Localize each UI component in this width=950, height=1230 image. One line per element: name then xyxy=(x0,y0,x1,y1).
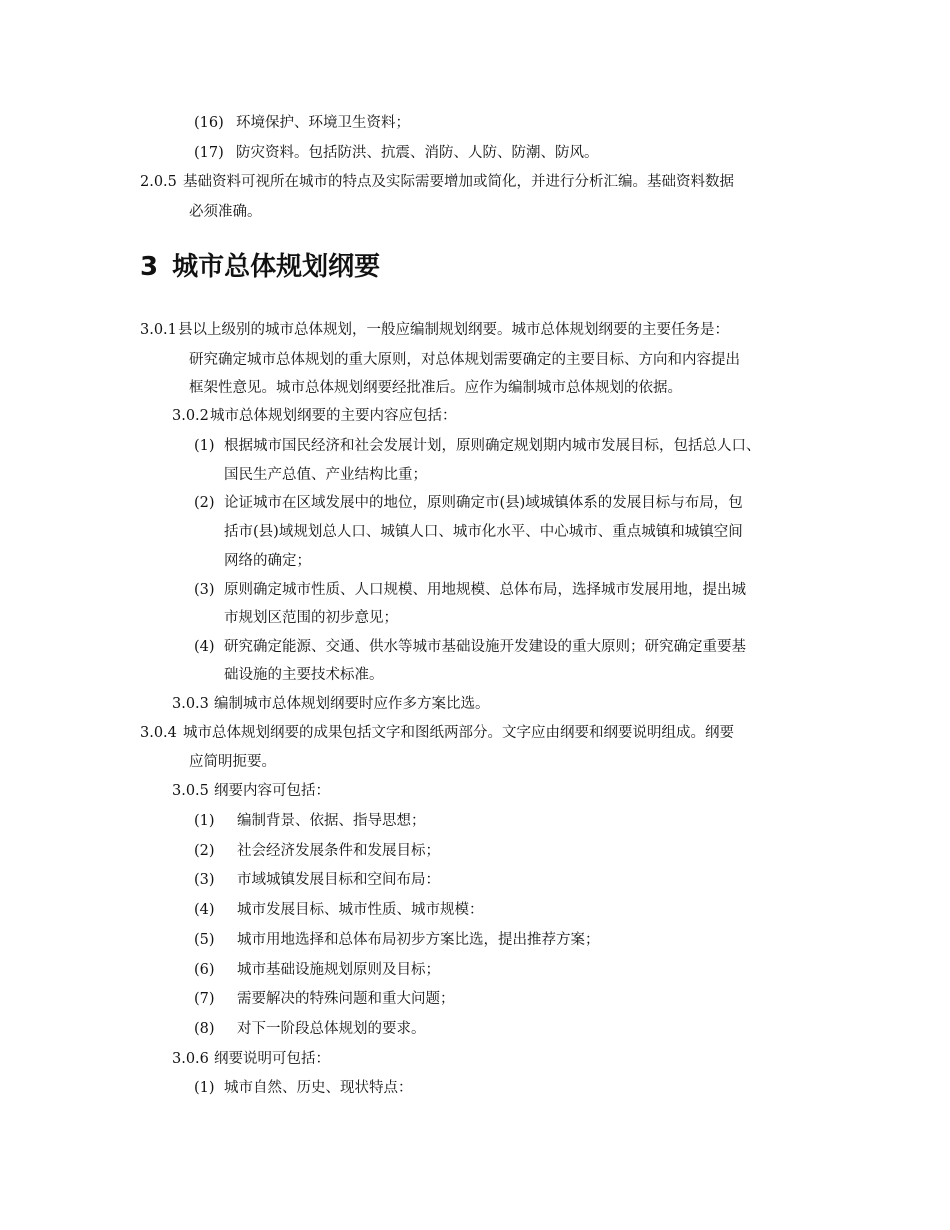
clause-number: 3.0.5 xyxy=(172,783,209,799)
list-item xyxy=(194,930,600,950)
item-text: 原则确定城市性质、人口规模、用地规模、总体布局，选择城市发展用地，提出城 xyxy=(224,582,746,598)
item-text: 市域城镇发展目标和空间布局： xyxy=(237,872,440,888)
item-number: (4) xyxy=(194,902,215,918)
item-number: (3) xyxy=(194,582,215,598)
item-text: 社会经济发展条件和发展目标； xyxy=(237,843,440,859)
item-text: 根据城市国民经济和社会发展计划，原则确定规划期内城市发展目标，包括总人口、 xyxy=(224,438,761,454)
clause-continuation: 必须准确。 xyxy=(189,204,262,220)
clause-number: 3.0.1 xyxy=(140,322,177,338)
item-continuation: 础设施的主要技术标准。 xyxy=(224,667,384,683)
item-number: (4) xyxy=(194,639,215,655)
section-title: 城市总体规划纲要 xyxy=(172,252,381,282)
item-number: (3) xyxy=(194,872,215,888)
list-item xyxy=(194,989,455,1009)
list-item xyxy=(194,960,440,980)
item-number: (1) xyxy=(194,813,215,829)
item-number: (16) xyxy=(194,115,224,131)
clause-3-0-2 xyxy=(172,406,457,426)
list-item xyxy=(194,841,440,861)
item-number: (5) xyxy=(194,932,215,948)
list-item xyxy=(194,1078,413,1098)
clause-text: 县以上级别的城市总体规划，一般应编制规划纲要。城市总体规划纲要的主要任务是： xyxy=(178,322,729,338)
clause-3-0-5 xyxy=(172,781,330,801)
clause-text: 纲要说明可包括： xyxy=(214,1051,330,1067)
list-item xyxy=(194,637,746,657)
item-text: 城市自然、历史、现状特点： xyxy=(224,1080,413,1096)
item-number: (8) xyxy=(194,1021,215,1037)
item-continuation: 网络的确定； xyxy=(224,553,311,569)
item-text: 城市基础设施规划原则及目标； xyxy=(237,962,440,978)
item-continuation: 国民生产总值、产业结构比重； xyxy=(224,467,427,483)
item-number: (1) xyxy=(194,1080,215,1096)
item-number: (2) xyxy=(194,843,215,859)
item-continuation: 括市(县)域规划总人口、城镇人口、城市化水平、中心城市、重点城镇和城镇空间 xyxy=(224,524,743,540)
item-text: 研究确定能源、交通、供水等城市基础设施开发建设的重大原则；研究确定重要基 xyxy=(224,639,746,655)
clause-number: 3.0.6 xyxy=(172,1051,209,1067)
clause-3-0-1 xyxy=(140,320,729,340)
clause-continuation: 框架性意见。城市总体规划纲要经批准后。应作为编制城市总体规划的依据。 xyxy=(189,380,682,396)
clause-3-0-6 xyxy=(172,1049,330,1069)
clause-number: 3.0.2 xyxy=(172,408,209,424)
list-item xyxy=(194,900,484,920)
clause-text: 纲要内容可包括： xyxy=(214,783,330,799)
item-number: (17) xyxy=(194,145,224,161)
item-number: (1) xyxy=(194,438,215,454)
item-text: 需要解决的特殊问题和重大问题； xyxy=(237,991,455,1007)
item-text: 环境保护、环境卫生资料； xyxy=(236,115,410,131)
list-item xyxy=(194,580,746,600)
clause-continuation: 研究确定城市总体规划的重大原则，对总体规划需要确定的主要目标、方向和内容提出 xyxy=(189,352,740,368)
list-item xyxy=(194,436,761,456)
section-number: 3 xyxy=(140,252,159,282)
item-text: 编制背景、依据、指导思想； xyxy=(237,813,426,829)
clause-continuation: 应简明扼要。 xyxy=(189,754,276,770)
section-heading xyxy=(140,250,380,284)
list-item xyxy=(194,870,440,890)
clause-number: 3.0.3 xyxy=(172,696,209,712)
clause-3-0-3 xyxy=(172,694,490,714)
item-text: 城市发展目标、城市性质、城市规模： xyxy=(237,902,484,918)
list-item xyxy=(194,143,599,163)
clause-text: 基础资料可视所在城市的特点及实际需要增加或简化，并进行分析汇编。基础资料数据 xyxy=(183,174,734,190)
clause-text: 城市总体规划纲要的成果包括文字和图纸两部分。文字应由纲要和纲要说明组成。纲要 xyxy=(183,725,734,741)
item-number: (2) xyxy=(194,495,215,511)
item-text: 论证城市在区域发展中的地位，原则确定市(县)域城镇体系的发展目标与布局，包 xyxy=(224,495,743,511)
clause-3-0-4 xyxy=(140,723,734,743)
clause-number: 2.0.5 xyxy=(140,174,177,190)
item-text: 防灾资料。包括防洪、抗震、消防、人防、防潮、防风。 xyxy=(236,145,599,161)
item-number: (6) xyxy=(194,962,215,978)
clause-text: 编制城市总体规划纲要时应作多方案比选。 xyxy=(214,696,490,712)
item-continuation: 市规划区范围的初步意见； xyxy=(224,610,398,626)
list-item xyxy=(194,1019,426,1039)
list-item xyxy=(194,493,743,513)
item-number: (7) xyxy=(194,991,215,1007)
clause-2-0-5 xyxy=(140,172,734,192)
list-item xyxy=(194,811,426,831)
list-item xyxy=(194,113,410,133)
clause-text: 城市总体规划纲要的主要内容应包括： xyxy=(210,408,457,424)
clause-number: 3.0.4 xyxy=(140,725,177,741)
item-text: 城市用地选择和总体布局初步方案比选，提出推荐方案； xyxy=(237,932,600,948)
item-text: 对下一阶段总体规划的要求。 xyxy=(237,1021,426,1037)
